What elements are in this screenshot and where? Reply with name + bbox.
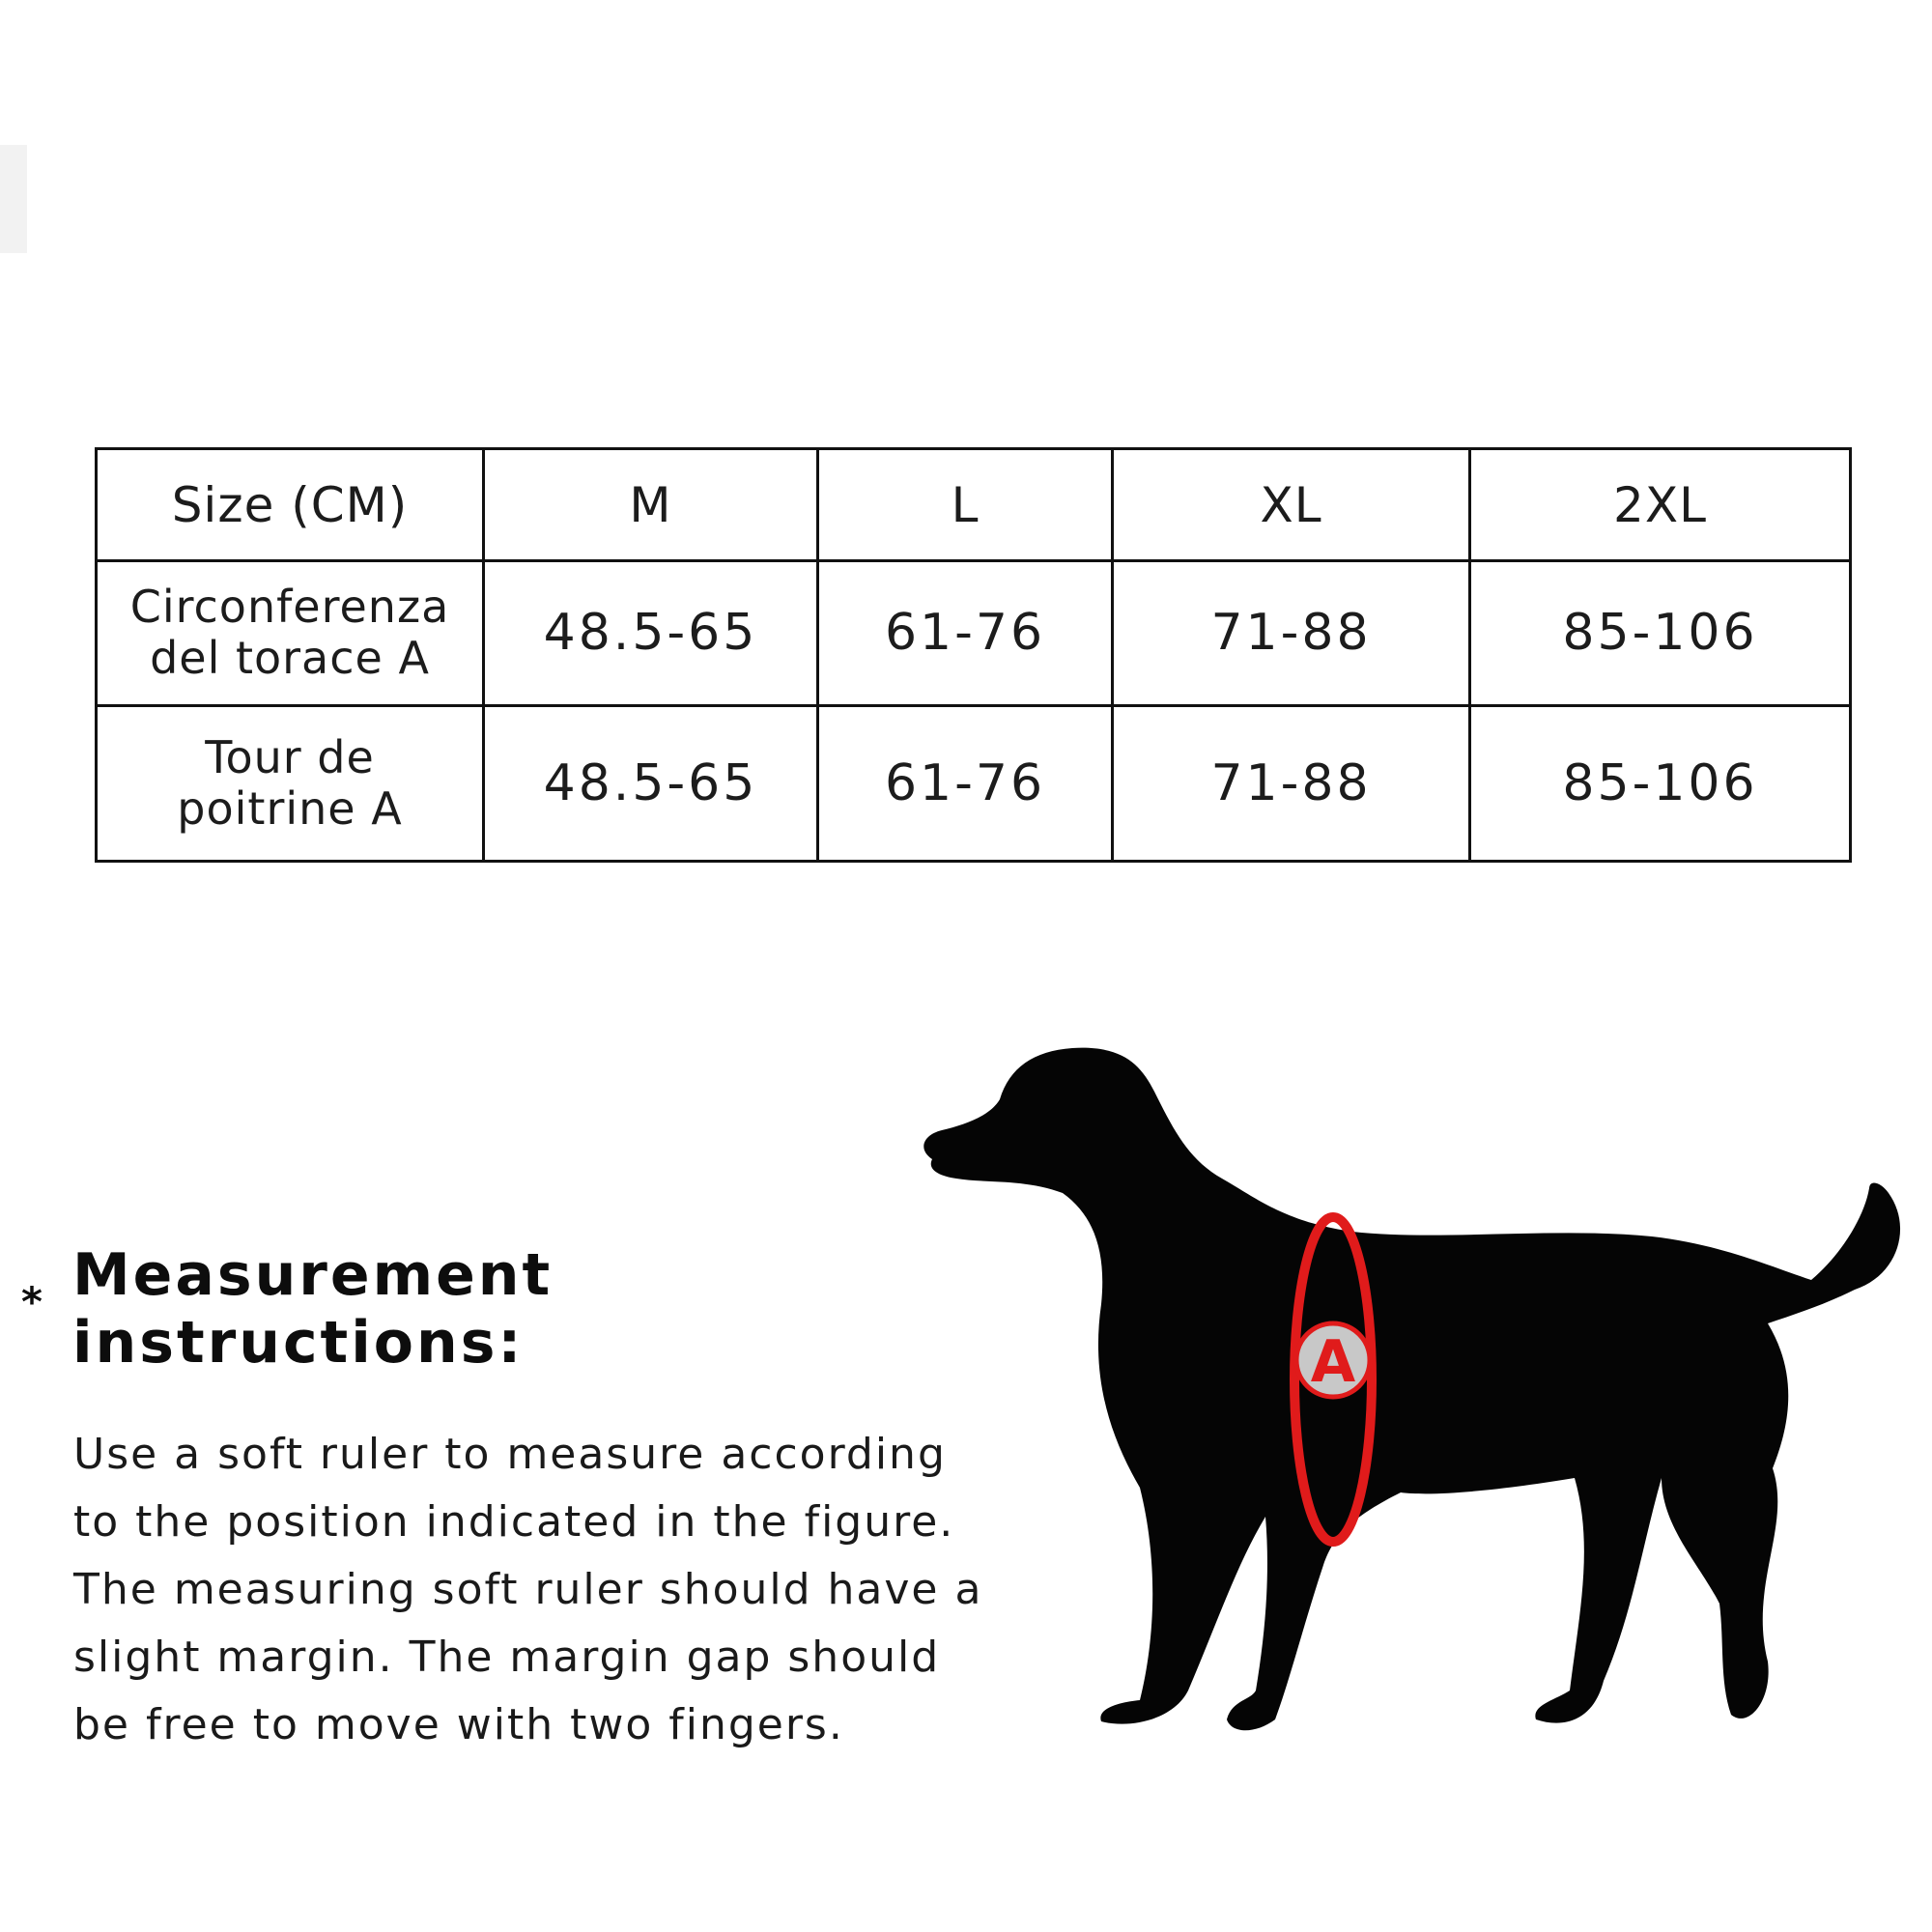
measurement-instructions: [21, 1241, 1026, 1759]
row-label: [97, 705, 484, 861]
size-table: [95, 447, 1852, 863]
dog-body: [923, 1048, 1900, 1731]
row-label-line1: Circonferenza: [129, 581, 450, 634]
table-row: [97, 561, 1851, 705]
header-size-2xl: 2XL: [1470, 449, 1851, 561]
cell-value-2xl: 85-106: [1470, 705, 1851, 861]
measurement-marker-label: A: [1310, 1328, 1356, 1396]
row-label-line2: del torace A: [150, 632, 430, 685]
cell-value-xl: 71-88: [1113, 561, 1470, 705]
instructions-line: The measuring soft ruler should have a: [73, 1565, 983, 1614]
cell-value-m: 48.5-65: [484, 705, 818, 861]
table-row: [97, 705, 1851, 861]
instructions-line: be free to move with two fingers.: [73, 1700, 844, 1749]
instructions-heading-text: Measurement instructions:: [71, 1241, 554, 1377]
instructions-body: [73, 1421, 1026, 1759]
edge-decoration: [0, 145, 27, 253]
header-size-m: M: [484, 449, 818, 561]
cell-value-2xl: 85-106: [1470, 561, 1851, 705]
dog-silhouette-icon: [923, 1048, 1900, 1731]
cell-value-xl: 71-88: [1113, 705, 1470, 861]
instructions-line: to the position indicated in the figure.: [73, 1497, 955, 1547]
header-size-xl: XL: [1113, 449, 1470, 561]
header-size-unit: Size (CM): [97, 449, 484, 561]
table-header-row: [97, 449, 1851, 561]
dog-measurement-figure: [898, 1024, 1922, 1797]
instructions-heading: [21, 1241, 1026, 1377]
row-label-line2: poitrine A: [177, 781, 403, 835]
row-label-line1: Tour de: [205, 730, 375, 783]
cell-value-l: 61-76: [818, 705, 1113, 861]
row-label: [97, 561, 484, 705]
instructions-line: Use a soft ruler to measure according: [73, 1430, 947, 1479]
header-size-l: L: [818, 449, 1113, 561]
instructions-line: slight margin. The margin gap should: [73, 1633, 941, 1682]
cell-value-l: 61-76: [818, 561, 1113, 705]
cell-value-m: 48.5-65: [484, 561, 818, 705]
asterisk-bullet-icon: *: [21, 1277, 45, 1325]
